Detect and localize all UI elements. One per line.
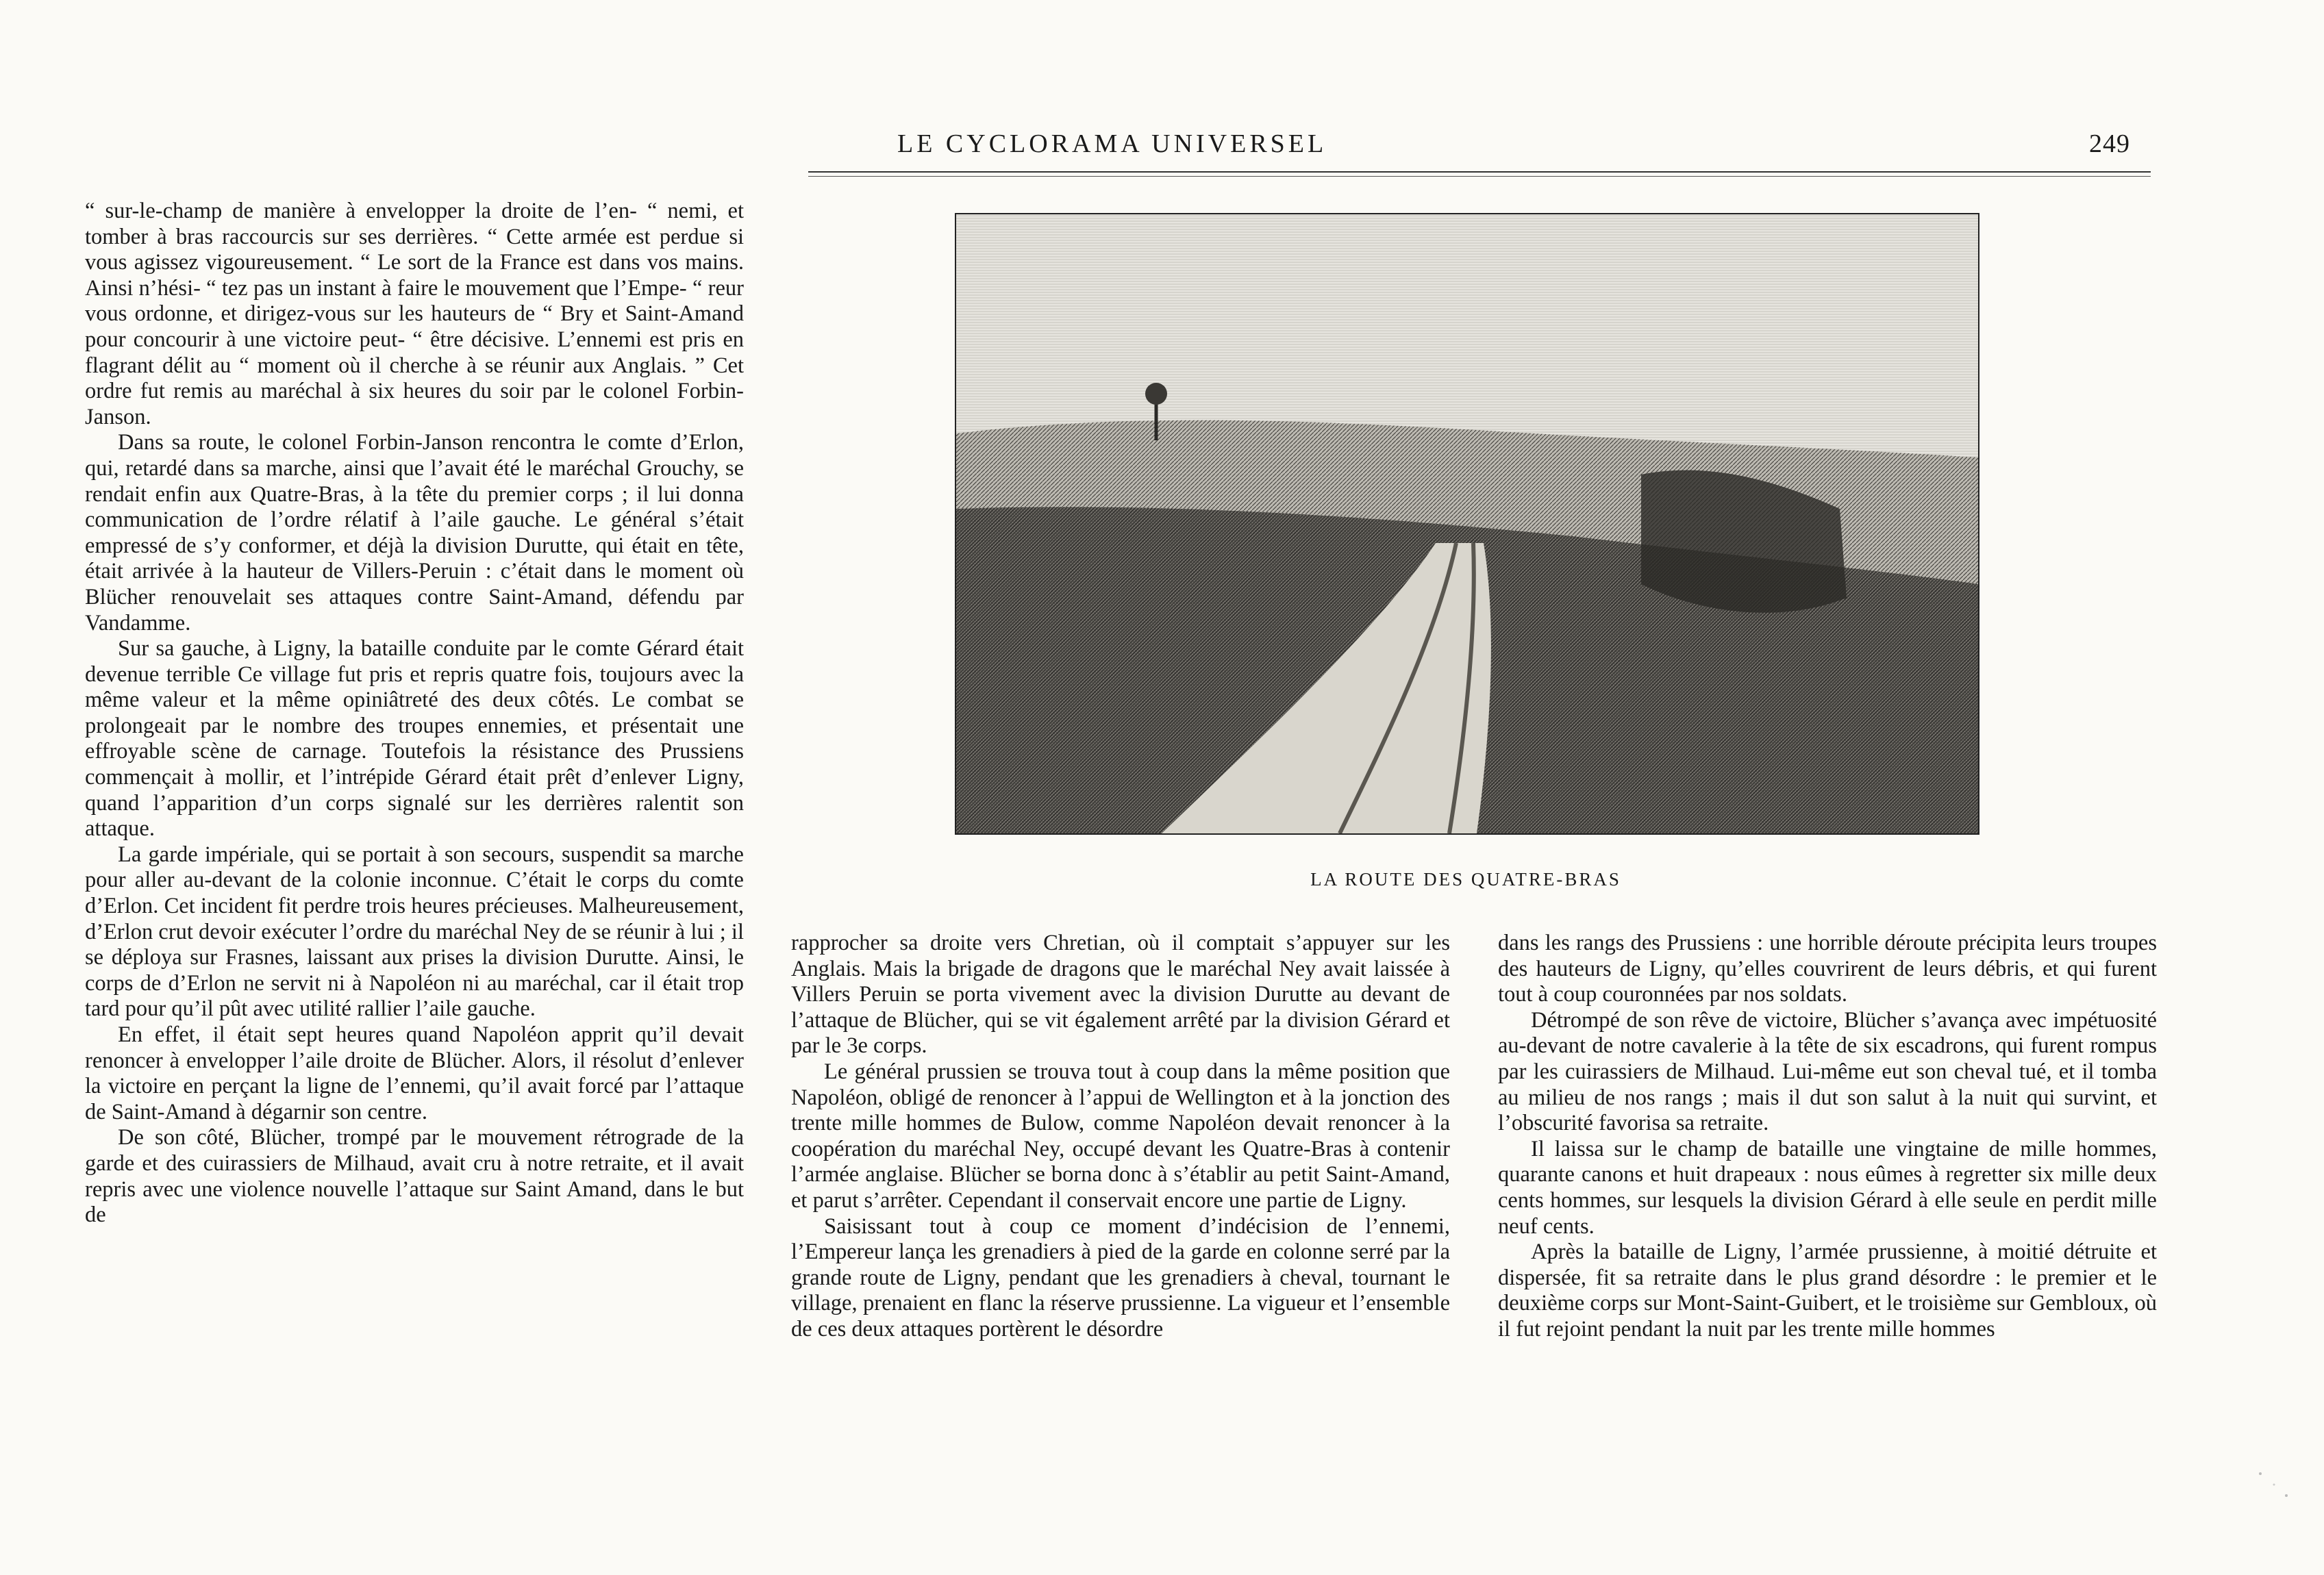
text-column-3 (1498, 931, 2157, 1478)
paragraph: Après la bataille de Ligny, l’armée prussienne, à moitié détruite et dispersée, fit sa retraite dans le plus grand désordre : le premier et le deuxième corps sur Mont-Saint-Guibert, et le troisième sur Gembloux, où il fut rejoint pendant la nuit par les trente mille hommes (1498, 1239, 2157, 1341)
paragraph: Sur sa gauche, à Ligny, la bataille conduite par le comte Gérard était devenue terrible Ce village fut pris et repris quatre fois, toujours avec la même valeur et la même opiniâtreté des deux côtés. Le combat se prolongeait par le nombre des troupes ennemies, et présentait une effroyable scène de carnage. Toutefois la résistance des Prussiens commençait à mollir, et l’intrépide Gérard était prêt d’enlever Ligny, quand l’apparition d’un corps signalé sur les derrières ralentit son attaque. (85, 636, 744, 842)
text-column-2 (791, 931, 1450, 1478)
text-column-1 (85, 199, 744, 1472)
page-number: 249 (2089, 129, 2130, 158)
running-header (897, 129, 2130, 167)
header-rule (808, 171, 2151, 173)
header-rule-thin (808, 176, 2151, 177)
paragraph: “ sur-le-champ de manière à envelopper la droite de l’en- “ nemi, et tomber à bras raccourcis sur ses derrières. “ Cette armée est perdue si vous agissez vigoureusement. “ Le sort de la France est dans vos mains. Ainsi n’hési- “ tez pas un instant à faire le mouvement que l’Empe- “ reur vous ordonne, et dirigez-vous sur les hauteurs de “ Bry et Saint-Amand pour concourir à une victoire peut- “ être décisive. L’ennemi est pris en flagrant délit au “ moment où il cherche à se réunir aux Anglais. ” Cet ordre fut remis au maréchal à six heures du soir par le colonel Forbin-Janson. (85, 199, 744, 429)
paragraph: dans les rangs des Prussiens : une horrible déroute précipita leurs troupes des hauteurs de Ligny, qu’elles couvrirent de leurs débris, et qui furent tout à coup couronnées par nos soldats. (1498, 931, 2157, 1007)
paragraph: Saisissant tout à coup ce moment d’indécision de l’ennemi, l’Empereur lança les grenadiers à pied de la garde en colonne serré par la grande route de Ligny, pendant que les grenadiers à cheval, tournant le village, prenaient en flanc la réserve prussienne. La vigueur et l’ensemble de ces deux attaques portèrent le désordre (791, 1213, 1450, 1341)
engraving-illustration (955, 213, 1979, 835)
paragraph: Le général prussien se trouva tout à coup dans la même position que Napoléon, obligé de renoncer à l’appui de Wellington et à la jonction des trente mille hommes de Bulow, comme Napoléon devait renoncer à la coopération du maréchal Ney, occupé devant les Quatre-Bras à contenir l’armée anglaise. Blücher se borna donc à s’établir au petit Saint-Amand, et parut s’arrêter. Cependant il conservait encore une partie de Ligny. (791, 1059, 1450, 1213)
paragraph: Dans sa route, le colonel Forbin-Janson rencontra le comte d’Erlon, qui, retardé dans sa marche, ainsi que l’avait été le maréchal Grouchy, se rendait enfin aux Quatre-Bras, à la tête du premier corps ; il lui donna communication de l’ordre rélatif à l’aile gauche. Le général s’était empressé de s’y conformer, et déjà la division Durutte, qui était en tête, était arrivée à la hauteur de Villers-Peruin : c’était dans le moment où Blücher renouvelait ses attaques contre Saint-Amand, défendu par Vandamme. (85, 430, 744, 635)
figure-caption: LA ROUTE DES QUATRE-BRAS (1310, 869, 1621, 890)
journal-title: LE CYCLORAMA UNIVERSEL (897, 129, 1327, 158)
scan-noise (2253, 1465, 2295, 1507)
paragraph: En effet, il était sept heures quand Napoléon apprit qu’il devait renoncer à envelopper l’aile droite de Blücher. Alors, il résolut d’enlever la victoire en perçant la ligne de l’ennemi, qu’il avait forcé par l’attaque de Saint-Amand à dégarnir son centre. (85, 1022, 744, 1124)
landscape-engraving (956, 214, 1978, 833)
paragraph: La garde impériale, qui se portait à son secours, suspendit sa marche pour aller au-devant de la colonie inconnue. C’était le corps du comte d’Erlon. Cet incident fit perdre trois heures précieuses. Malheureusement, d’Erlon crut devoir exécuter l’ordre du maréchal Ney de se réunir à lui ; il se déploya sur Frasnes, laissant aux prises la division Durutte. Ainsi, le corps de d’Erlon ne servit ni à Napoléon ni au maréchal, car il était trop tard pour qu’il pût avec utilité rallier l’aile gauche. (85, 842, 744, 1022)
paragraph: Il laissa sur le champ de bataille une vingtaine de mille hommes, quarante canons et huit drapeaux : nous eûmes à regretter six mille deux cents hommes, sur lesquels la division Gérard à elle seule en perdit mille neuf cents. (1498, 1136, 2157, 1239)
paragraph: De son côté, Blücher, trompé par le mouvement rétrograde de la garde et des cuirassiers de Milhaud, avait cru à notre retraite, et il avait repris avec une violence nouvelle l’attaque sur Saint Amand, dans le but de (85, 1125, 744, 1228)
paragraph: rapprocher sa droite vers Chretian, où il comptait s’appuyer sur les Anglais. Mais la brigade de dragons que le maréchal Ney avait laissée à Villers Peruin se porta vivement avec la division Durutte au devant de l’attaque de Blücher, qui se vit également arrêté par la division Gérard et par le 3e corps. (791, 931, 1450, 1059)
paragraph: Détrompé de son rêve de victoire, Blücher s’avança avec impétuosité au-devant de notre cavalerie à la tête de six escadrons, qui furent rompus par les cuirassiers de Milhaud. Lui-même eut son cheval tué, et il tomba au milieu de nos rangs ; mais il dut son salut à la nuit qui survint, et l’obscurité favorisa sa retraite. (1498, 1007, 2157, 1136)
